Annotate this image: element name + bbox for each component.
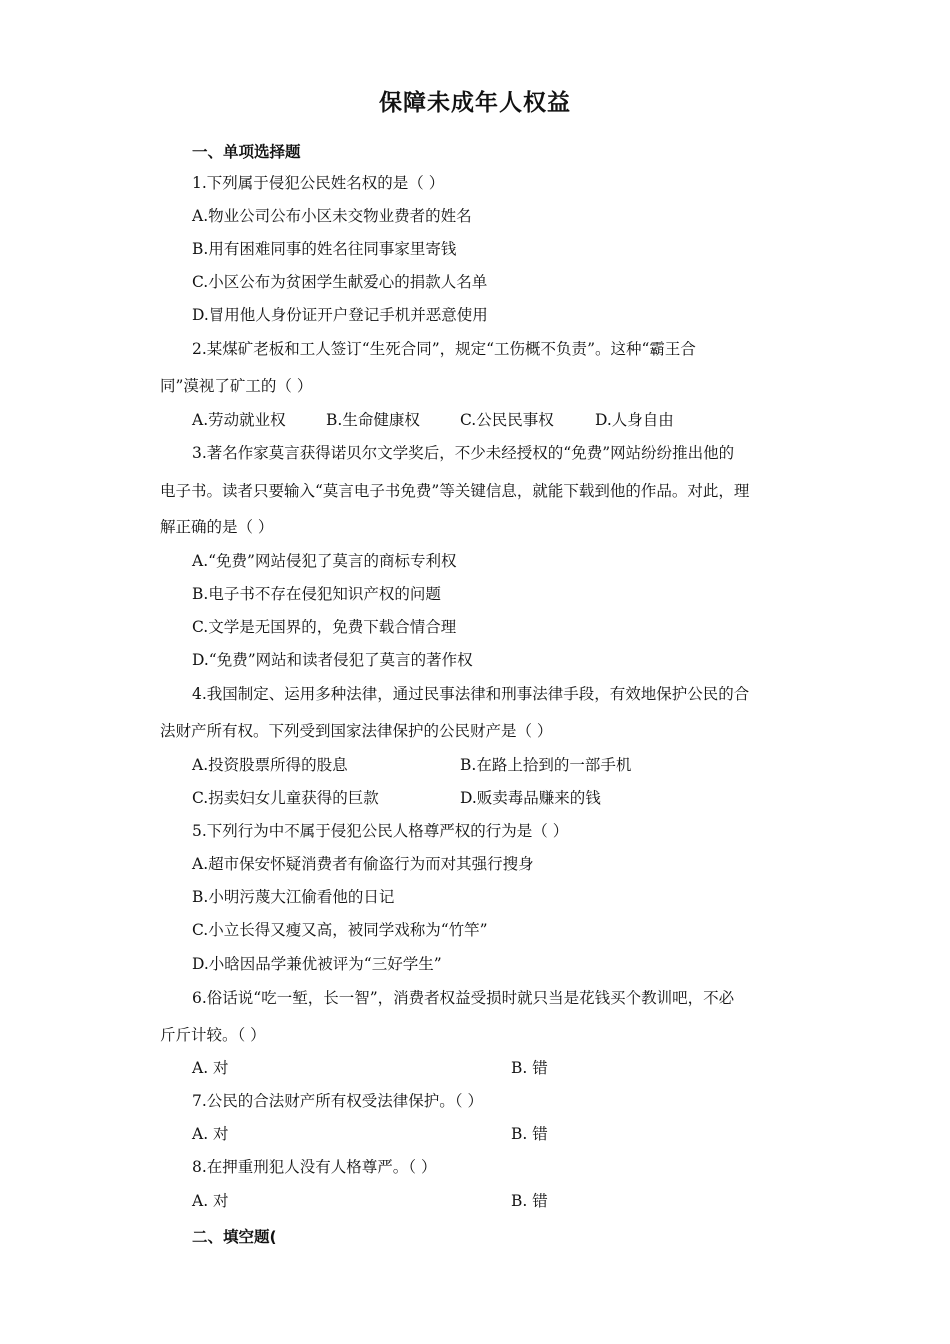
question-5-option-d: D.小晗因品学兼优被评为“三好学生”: [192, 955, 442, 973]
question-2-option-c: C.公民民事权: [460, 411, 554, 429]
question-1-option-d: D.冒用他人身份证开户登记手机并恶意使用: [192, 306, 488, 324]
question-1-option-c: C.小区公布为贫困学生献爱心的捐款人名单: [192, 273, 488, 291]
question-2-option-b: B.生命健康权: [326, 411, 420, 429]
section-heading-choice: 一、单项选择题: [192, 143, 301, 161]
question-1-option-a: A.物业公司公布小区未交物业费者的姓名: [192, 207, 472, 225]
question-4-option-c: C.拐卖妇女儿童获得的巨款: [192, 789, 379, 807]
question-3-stem-line3: 解正确的是（ ）: [160, 518, 274, 536]
question-8-option-a: A. 对: [192, 1192, 229, 1210]
question-2-option-d: D.人身自由: [595, 411, 674, 429]
question-6-option-b: B. 错: [511, 1059, 548, 1077]
question-1-stem: 1.下列属于侵犯公民姓名权的是（ ）: [192, 174, 445, 192]
question-1-option-b: B.用有困难同事的姓名往同事家里寄钱: [192, 240, 457, 258]
question-7-stem: 7.公民的合法财产所有权受法律保护。（ ）: [192, 1092, 483, 1110]
question-2-stem-line2: 同”漠视了矿工的（ ）: [160, 377, 313, 395]
question-6-option-a: A. 对: [192, 1059, 229, 1077]
question-5-option-a: A.超市保安怀疑消费者有偷盗行为而对其强行搜身: [192, 855, 534, 873]
question-4-option-a: A.投资股票所得的股息: [192, 756, 348, 774]
question-4-option-b: B.在路上拾到的一部手机: [460, 756, 632, 774]
question-4-stem-line1: 4.我国制定、运用多种法律，通过民事法律和刑事法律手段，有效地保护公民的合: [192, 685, 750, 703]
question-5-stem: 5.下列行为中不属于侵犯公民人格尊严权的行为是（ ）: [192, 822, 569, 840]
question-3-stem-line2: 电子书。读者只要输入“莫言电子书免费”等关键信息，就能下载到他的作品。对此，理: [160, 482, 750, 500]
question-5-option-b: B.小明污蔑大江偷看他的日记: [192, 888, 395, 906]
question-3-stem-line1: 3.著名作家莫言获得诺贝尔文学奖后，不少未经授权的“免费”网站纷纷推出他的: [192, 444, 735, 462]
section-heading-fill-blank: 二、填空题(: [192, 1228, 277, 1246]
question-4-option-d: D.贩卖毒品赚来的钱: [460, 789, 601, 807]
question-3-option-c: C.文学是无国界的，免费下载合情合理: [192, 618, 457, 636]
page-title: 保障未成年人权益: [379, 90, 571, 116]
question-3-option-d: D.“免费”网站和读者侵犯了莫言的著作权: [192, 651, 473, 669]
question-3-option-b: B.电子书不存在侵犯知识产权的问题: [192, 585, 441, 603]
question-2-option-a: A.劳动就业权: [192, 411, 286, 429]
question-6-stem-line1: 6.俗话说“吃一堑，长一智”，消费者权益受损时就只当是花钱买个教训吧，不必: [192, 989, 735, 1007]
question-8-option-b: B. 错: [511, 1192, 548, 1210]
question-2-stem-line1: 2.某煤矿老板和工人签订“生死合同”，规定“工伤概不负责”。这种“霸王合: [192, 340, 696, 358]
question-5-option-c: C.小立长得又瘦又高，被同学戏称为“竹竿”: [192, 921, 488, 939]
question-3-option-a: A.“免费”网站侵犯了莫言的商标专利权: [192, 552, 457, 570]
question-8-stem: 8.在押重刑犯人没有人格尊严。（ ）: [192, 1158, 437, 1176]
question-6-stem-line2: 斤斤计较。（ ）: [160, 1026, 266, 1044]
question-4-stem-line2: 法财产所有权。下列受到国家法律保护的公民财产是（ ）: [160, 722, 553, 740]
question-7-option-a: A. 对: [192, 1125, 229, 1143]
question-7-option-b: B. 错: [511, 1125, 548, 1143]
